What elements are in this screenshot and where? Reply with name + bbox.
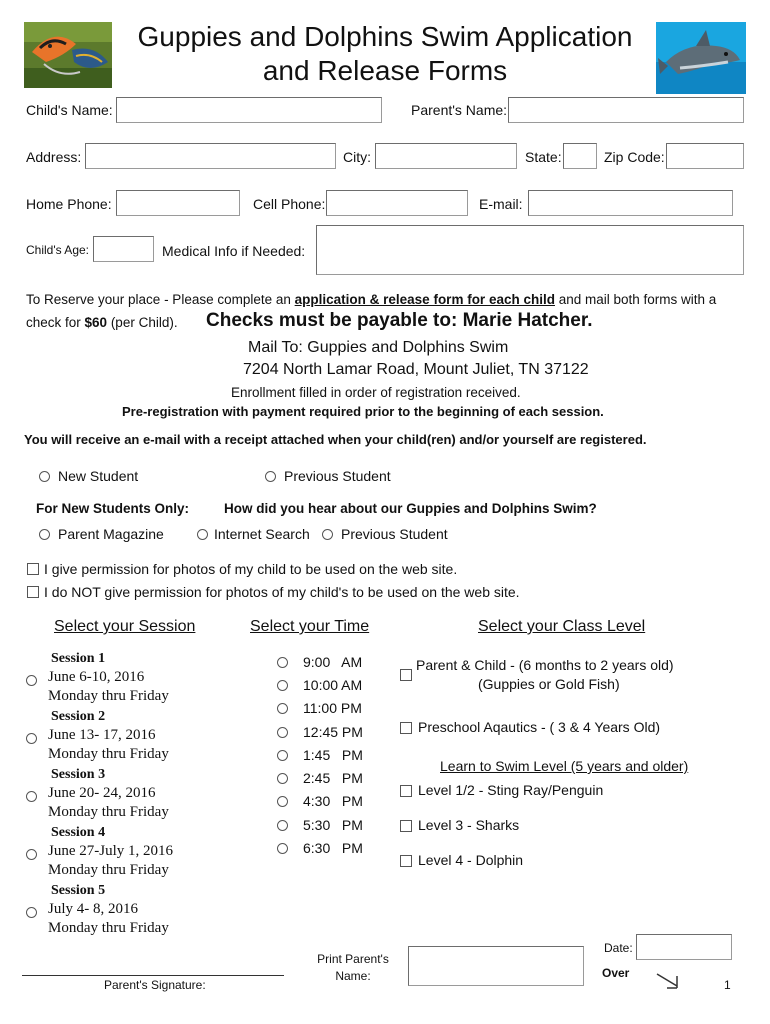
reserve-line	[26, 292, 716, 307]
time-4-radio[interactable]	[277, 727, 288, 738]
reserve-emphasis: application & release form for each child	[294, 292, 555, 307]
level-12-checkbox[interactable]	[400, 785, 412, 797]
page-title	[100, 20, 670, 88]
title-line-2: and Release Forms	[262, 55, 508, 86]
title-line-1: Guppies and Dolphins Swim Application	[137, 21, 633, 52]
state-field[interactable]	[563, 143, 597, 169]
level-4-label: Level 4 - Dolphin	[418, 852, 524, 868]
state-label: State:	[525, 149, 562, 165]
permission-give-checkbox[interactable]	[27, 563, 39, 575]
parent-child-checkbox[interactable]	[400, 669, 412, 681]
time-5-label: 1:45 PM	[303, 747, 363, 763]
session-5-radio[interactable]	[26, 907, 37, 918]
session-3-radio[interactable]	[26, 791, 37, 802]
enrollment-note: Enrollment filled in order of registration received.	[231, 385, 521, 400]
internet-search-label: Internet Search	[214, 526, 310, 542]
parent-magazine-radio[interactable]	[39, 529, 50, 540]
mail-address: 7204 North Lamar Road, Mount Juliet, TN 37122	[243, 361, 589, 378]
over-label: Over	[602, 966, 630, 980]
level-3-checkbox[interactable]	[400, 820, 412, 832]
print-parent-line-1: Print Parent's	[317, 952, 389, 966]
cell-phone-field[interactable]	[326, 190, 468, 216]
time-header: Select your Time	[250, 618, 370, 635]
referral-question: How did you hear about our Guppies and Dolphins Swim?	[224, 501, 597, 516]
time-6-radio[interactable]	[277, 773, 288, 784]
check-suffix: (per Child).	[107, 315, 178, 330]
pre-registration-note: Pre-registration with payment required prior to the beginning of each session.	[122, 404, 604, 419]
session-1-days: Monday thru Friday	[48, 688, 169, 704]
session-2-dates: June 13- 17, 2016	[48, 727, 156, 743]
time-5-radio[interactable]	[277, 750, 288, 761]
city-field[interactable]	[375, 143, 517, 169]
receipt-note: You will receive an e-mail with a receipt attached when your child(ren) and/or yourself are registered.	[24, 432, 647, 447]
print-parent-label	[310, 951, 396, 985]
previous-student-referral-radio[interactable]	[322, 529, 333, 540]
city-label: City:	[343, 149, 371, 165]
parent-child-sublabel: (Guppies or Gold Fish)	[478, 676, 620, 692]
class-header: Select your Class Level	[478, 618, 646, 635]
level-4-checkbox[interactable]	[400, 855, 412, 867]
time-2-label: 10:00 AM	[303, 677, 363, 693]
time-4-label: 12:45 PM	[303, 724, 363, 740]
time-9-radio[interactable]	[277, 843, 288, 854]
new-students-only-label: For New Students Only:	[36, 501, 190, 516]
reserve-suffix: and mail both forms with a	[554, 292, 717, 307]
check-prefix: check for	[26, 315, 85, 330]
session-3-days: Monday thru Friday	[48, 804, 169, 820]
time-1-label: 9:00 AM	[303, 654, 363, 670]
permission-deny-checkbox[interactable]	[27, 586, 39, 598]
cell-phone-label: Cell Phone:	[253, 196, 326, 212]
time-8-radio[interactable]	[277, 820, 288, 831]
previous-student-label: Previous Student	[284, 468, 391, 484]
previous-student-radio[interactable]	[265, 471, 276, 482]
signature-label: Parent's Signature:	[104, 978, 206, 992]
arrow-down-right-icon	[655, 970, 681, 992]
mail-to: Mail To: Guppies and Dolphins Swim	[248, 339, 509, 356]
time-8-label: 5:30 PM	[303, 817, 363, 833]
session-4-days: Monday thru Friday	[48, 862, 169, 878]
level-3-label: Level 3 - Sharks	[418, 817, 520, 833]
time-3-label: 11:00 PM	[303, 700, 362, 716]
guppy-logo	[24, 22, 112, 88]
learn-to-swim-header: Learn to Swim Level (5 years and older)	[440, 758, 689, 774]
print-parent-field[interactable]	[408, 946, 584, 986]
medical-field[interactable]	[316, 225, 744, 275]
session-5-dates: July 4- 8, 2016	[48, 901, 138, 917]
email-label: E-mail:	[479, 196, 523, 212]
time-1-radio[interactable]	[277, 657, 288, 668]
home-phone-label: Home Phone:	[26, 196, 112, 212]
child-age-field[interactable]	[93, 236, 154, 262]
session-5-days: Monday thru Friday	[48, 920, 169, 936]
session-1-radio[interactable]	[26, 675, 37, 686]
internet-search-radio[interactable]	[197, 529, 208, 540]
permission-deny-label: I do NOT give permission for photos of my child's to be used on the web site.	[44, 584, 520, 600]
date-label: Date:	[604, 941, 633, 955]
session-4-dates: June 27-July 1, 2016	[48, 843, 173, 859]
time-7-label: 4:30 PM	[303, 793, 363, 809]
preschool-checkbox[interactable]	[400, 722, 412, 734]
child-age-label: Child's Age:	[26, 243, 89, 257]
preschool-label: Preschool Aqautics - ( 3 & 4 Years Old)	[418, 719, 661, 735]
time-6-label: 2:45 PM	[303, 770, 363, 786]
session-4-name: Session 4	[51, 825, 106, 840]
session-3-name: Session 3	[51, 767, 106, 782]
parent-name-field[interactable]	[508, 97, 744, 123]
signature-line[interactable]	[22, 975, 284, 976]
time-2-radio[interactable]	[277, 680, 288, 691]
new-student-label: New Student	[58, 468, 139, 484]
previous-student-referral-label: Previous Student	[341, 526, 448, 542]
medical-label: Medical Info if Needed:	[162, 243, 306, 259]
session-2-days: Monday thru Friday	[48, 746, 169, 762]
child-name-label: Child's Name:	[26, 102, 113, 118]
level-12-label: Level 1/2 - Sting Ray/Penguin	[418, 782, 604, 798]
new-student-radio[interactable]	[39, 471, 50, 482]
time-3-radio[interactable]	[277, 703, 288, 714]
session-4-radio[interactable]	[26, 849, 37, 860]
time-7-radio[interactable]	[277, 796, 288, 807]
permission-give-label: I give permission for photos of my child to be used on the web site.	[44, 561, 458, 577]
parent-child-label: Parent & Child - (6 months to 2 years old)	[416, 657, 674, 673]
page-number: 1	[724, 978, 731, 992]
session-2-name: Session 2	[51, 709, 106, 724]
session-1-dates: June 6-10, 2016	[48, 669, 145, 685]
session-3-dates: June 20- 24, 2016	[48, 785, 156, 801]
parent-magazine-label: Parent Magazine	[58, 526, 164, 542]
check-amount: $60	[84, 315, 108, 330]
address-field[interactable]	[85, 143, 336, 169]
time-9-label: 6:30 PM	[303, 840, 363, 856]
email-field[interactable]	[528, 190, 733, 216]
session-1-name: Session 1	[51, 651, 106, 666]
address-label: Address:	[26, 149, 82, 165]
session-5-name: Session 5	[51, 883, 106, 898]
parent-name-label: Parent's Name:	[411, 102, 508, 118]
home-phone-field[interactable]	[116, 190, 240, 216]
print-parent-line-2: Name:	[335, 969, 371, 983]
payable-line: Checks must be payable to: Marie Hatcher.	[206, 310, 593, 331]
check-line	[26, 315, 178, 330]
zip-field[interactable]	[666, 143, 744, 169]
child-name-field[interactable]	[116, 97, 382, 123]
reserve-prefix: To Reserve your place - Please complete an	[26, 292, 295, 307]
session-2-radio[interactable]	[26, 733, 37, 744]
zip-label: Zip Code:	[604, 149, 665, 165]
date-field[interactable]	[636, 934, 732, 960]
session-header: Select your Session	[54, 618, 196, 635]
